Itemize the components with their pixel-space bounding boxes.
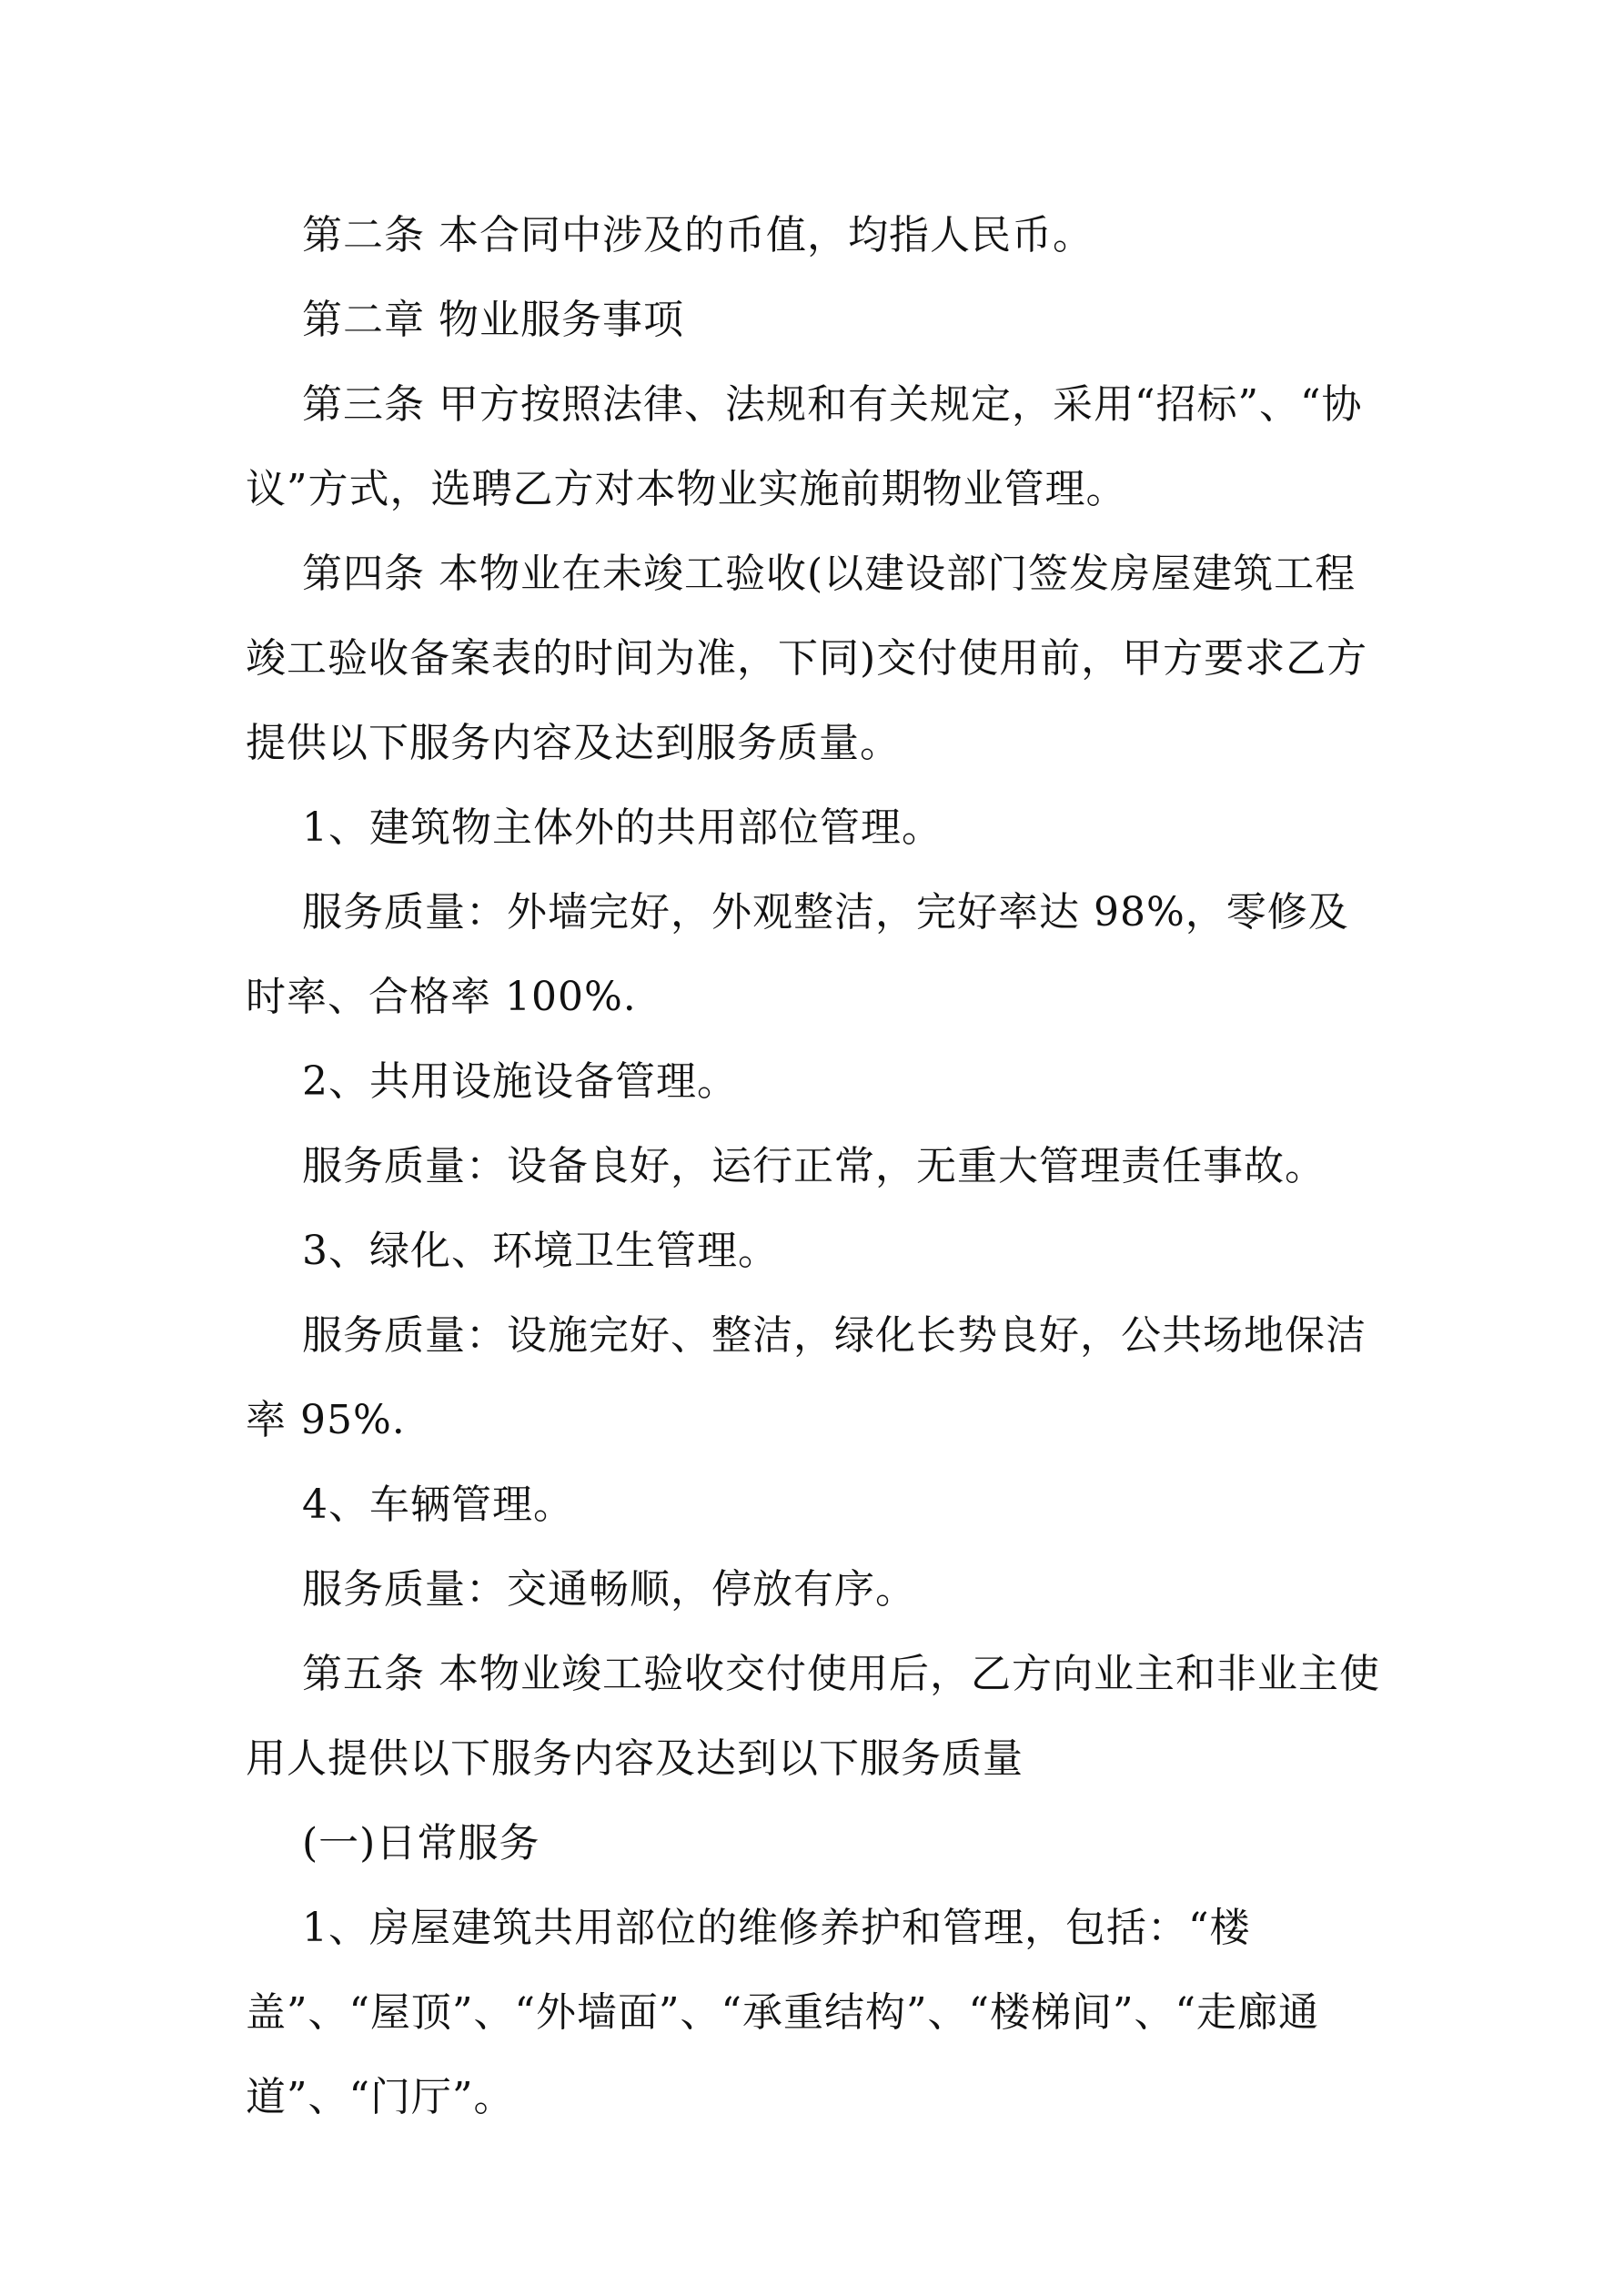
paragraph-article-5: 第五条 本物业竣工验收交付使用后，乙方向业主和非业主使用人提供以下服务内容及达到以下服务质量 <box>246 1651 1380 1782</box>
paragraph-item-3-greening: 3、绿化、环境卫生管理。 <box>302 1228 779 1274</box>
paragraph-item-2-facilities: 2、共用设施设备管理。 <box>302 1058 738 1105</box>
paragraph-item-1-building: 1、建筑物主体外的共用部位管理。 <box>302 804 943 851</box>
paragraph-daily-service-heading: (一)日常服务 <box>302 1820 540 1866</box>
paragraph-article-3: 第三条 甲方按照法律、法规和有关规定，采用“招标”、“协议”方式，选聘乙方对本物业实施前期物业管理。 <box>246 381 1363 512</box>
paragraph-chapter-2-heading: 第二章 物业服务事项 <box>302 297 684 343</box>
paragraph-quality-2: 服务质量：设备良好，运行正常，无重大管理责任事故。 <box>302 1143 1326 1189</box>
paragraph-quality-1: 服务质量：外墙完好，外观整洁，完好率达 98%，零修及时率、合格率 100%. <box>246 889 1349 1020</box>
paragraph-item-4-vehicles: 4、车辆管理。 <box>302 1482 574 1528</box>
document-body <box>246 193 1383 2139</box>
paragraph-daily-item-1: 1、房屋建筑共用部位的维修养护和管理，包括：“楼盖”、“屋顶”、“外墙面”、“承重结构”、“楼梯间”、“走廊通道”、“门厅”。 <box>246 1905 1319 2120</box>
paragraph-quality-3: 服务质量：设施完好、整洁，绿化长势良好，公共场地保洁率 95%. <box>246 1312 1367 1443</box>
paragraph-quality-4: 服务质量：交通畅顺，停放有序。 <box>302 1566 916 1613</box>
paragraph-article-2: 第二条 本合同中涉及的币值，均指人民币。 <box>302 212 1094 258</box>
paragraph-article-4: 第四条 本物业在未竣工验收(以建设部门签发房屋建筑工程竣工验收备案表的时间为准，下同)交付使用前，甲方要求乙方提供以下服务内容及达到服务质量。 <box>246 551 1368 766</box>
